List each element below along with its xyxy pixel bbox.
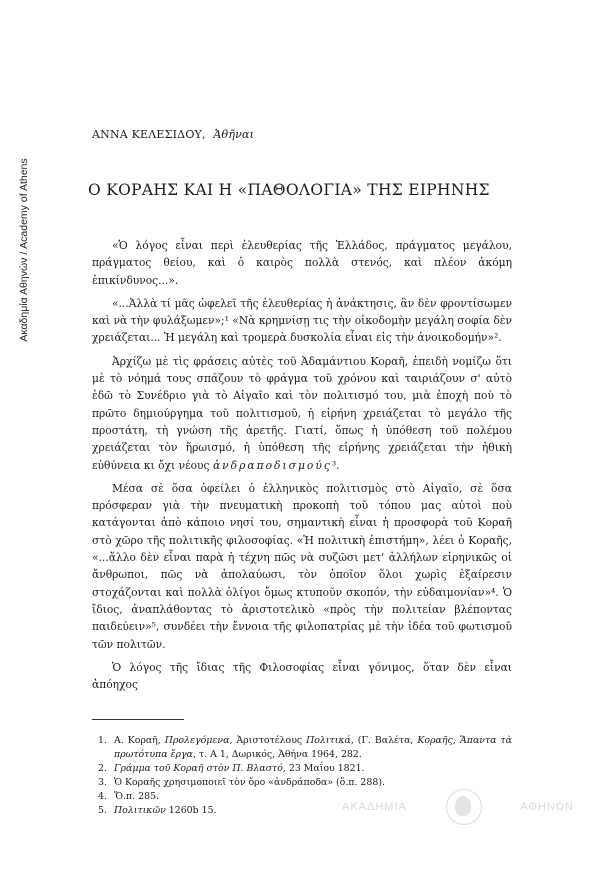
paragraph-3-note-ref: ³. — [331, 458, 340, 472]
paragraph-5: Ὁ λόγος τῆς ἴδιας τῆς Φιλοσοφίας εἶναι γόνιμος, ὅταν δὲν εἶναι ἀπόηχος — [92, 660, 512, 692]
footnote-divider — [92, 719, 184, 720]
paragraph-1: «Ὁ λόγος εἶναι περὶ ἐλευθερίας τῆς Ἑλλάδος, πράγματος μεγάλου, πράγματος θείου, καὶ ὁ καιρὸς πολλὰ στενός, καὶ πλέον ἀκόμη ἐπικίνδυνος...». — [92, 239, 512, 287]
footnote-text: , τ. Α 1, Δωρικός, Ἀθήνα 1964, 282. — [192, 749, 362, 761]
footnote-number: 5. — [98, 805, 107, 817]
paragraph-3-spaced-word: ἀνδραποδισμούς — [212, 458, 332, 472]
article-page — [88, 128, 512, 818]
footnote-text: Ὁ Κοραῆς χρησιμοποιεῖ τὸν ὅρο «ἀνδράποδα» (ὅ.π. 288). — [114, 777, 385, 789]
author-city: Ἀθῆναι — [213, 128, 255, 141]
article-title: Ο ΚΟΡΑΗΣ ΚΑΙ Η «ΠΑΘΟΛΟΓΙΑ» ΤΗΣ ΕΙΡΗΝΗΣ — [88, 181, 490, 199]
footnote-italic: Προλεγόμενα — [164, 735, 230, 747]
footnote-text: Ὅ.π. 285. — [114, 791, 160, 803]
academy-watermark — [342, 790, 574, 824]
footnote-text: 1260b 15. — [165, 805, 217, 817]
article-body — [92, 237, 512, 693]
paragraph-2: «...Ἀλλὰ τί μᾶς ὠφελεῖ τῆς ἐλευθερίας ἡ ἀνάκτησις, ἂν δὲν φροντίσωμεν καὶ νὰ τὴν φυλάξωμεν»;¹ «Νὰ κρημνίσῃ τις τὴν οἰκοδομὴν μεγάλη σοφία δὲν χρειάζεται... Ἡ μεγάλη καὶ τρομερὰ δυσκολία εἶναι εἰς τὴν ἀνοικοδομήν»². — [92, 296, 512, 345]
footnote-text: , (Γ. Βαλέτα, — [350, 735, 418, 747]
footnote-number: 3. — [98, 777, 107, 789]
footnote-number: 4. — [98, 791, 107, 803]
paragraph-4: Μέσα σὲ ὅσα ὀφείλει ὁ ἑλληνικὸς πολιτισμὸς στὸ Αἰγαῖο, σὲ ὅσα πρόσφεραν γιὰ τὴν πνευματικὴ προκοπὴ τοῦ τόπου μας αὐτοὶ ποὺ κατάγονται ἀπὸ κάποιο νησί του, σημαντικὴ εἶναι ἡ προσφορὰ τοῦ Κοραῆ στὸ χῶρο τῆς πολιτικῆς φιλοσοφίας. «Ἡ πολιτικὴ ἐπιστήμη», λέει ὁ Κοραῆς, «...ἄλλο δὲν εἶναι παρὰ ἡ τέχνη πῶς νὰ συζῶσι μετ' ἀλλήλων εἰρηνικῶς οἱ ἄνθρωποι, πῶς νὰ ἀπολαύωσι, τὸν ὁποῖον ὅλοι χωρὶς ἐξαίρεσιν στοχάζονται καὶ πολλὰ ὀλίγοι ὅμως κτυποῦν σκοπόν, τὴν εὐδαιμονίαν»⁴. Ὁ ἴδιος, ἀναπλάθοντας τὸ ἀριστοτελικὸ «πρὸς τὴν πολιτείαν βλέποντας παιδεύειν»⁵, συνδέει τὴν ἔννοια τῆς φιλοπατρίας μὲ τὴν ἰδέα τοῦ φωτισμοῦ τῶν πολιτῶν. — [92, 481, 512, 651]
footnote-italic: Πολιτικῶν — [114, 805, 166, 817]
footnote-italic: Γράμμα τοῦ Κοραῆ στὸν Π. Βλαστό — [114, 763, 283, 775]
footnote-text: , 23 Μαΐου 1821. — [282, 763, 365, 775]
athena-seal-icon — [446, 789, 482, 825]
footnote-italic: Πολιτικά — [306, 735, 351, 747]
footnote-text: , Ἀριστοτέλους — [229, 735, 307, 747]
footnote-1 — [92, 734, 512, 762]
watermark-right-text: ΑΘΗΝΩΝ — [520, 801, 574, 813]
footnote-italic: Κοραῆς, Ἅπαντα τὰ πρωτότυπα ἔργα — [114, 735, 512, 761]
footnote-text: Α. Κοραῆ, — [114, 735, 165, 747]
paragraph-3 — [92, 353, 512, 474]
footnote-2 — [92, 762, 512, 776]
footnote-number: 2. — [98, 763, 107, 775]
author-line — [92, 128, 512, 141]
repository-side-label: Ακαδημία Αθηνών / Academy of Athens — [18, 158, 30, 342]
watermark-left-text: ΑΚΑΔΗΜΙΑ — [342, 801, 407, 813]
author-name: ΑΝΝΑ ΚΕΛΕΣΙΔΟΥ, — [92, 128, 206, 141]
paragraph-3-text: Ἀρχίζω μὲ τὶς φράσεις αὐτὲς τοῦ Ἀδαμάντιου Κοραῆ, ἐπειδὴ νομίζω ὅτι μὲ τὸ νόημά τους σπάζουν τὸ φράγμα τοῦ χρόνου καὶ ταιριάζουν σ' αὐτὸ ἐδῶ τὸ Συνέδριο γιὰ τὸ Αἰγαῖο καὶ τὸν πολιτισμό του, μιὰ ἐποχὴ ποὺ τὸ πρῶτο δημιούργημα τοῦ πολιτισμοῦ, ἡ εἰρήνη χρειάζεται τὸ μεγάλο τῆς προστάτη, τὴ γνώση τῆς ἀρετῆς. Γιατί, ὅπως ἡ ὑπόθεση τοῦ πολέμου χρειάζεται τὸν ἥρωισμό, ἡ ὑπόθεση τῆς εἰρήνης χρειάζεται τὴν ἠθικὴ εὐθύνεια κι ὄχι νέους — [92, 354, 512, 472]
footnote-number: 1. — [98, 735, 107, 747]
footnote-3 — [92, 776, 512, 790]
